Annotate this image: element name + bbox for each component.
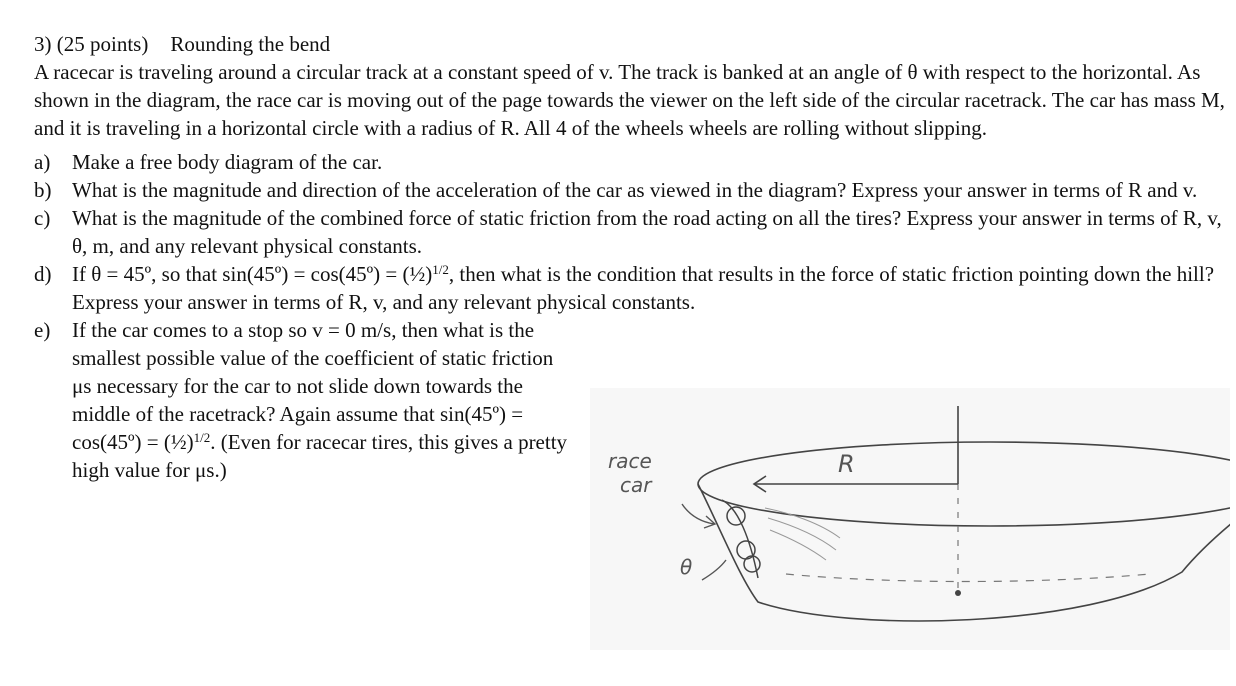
part-label: a) bbox=[34, 150, 51, 174]
part-a bbox=[34, 148, 1230, 176]
angle-label: θ bbox=[680, 555, 693, 579]
part-text-after: . (Even for racecar tires, this gives a pretty high value for μs.) bbox=[72, 430, 568, 482]
part-d bbox=[34, 260, 1230, 316]
part-text-after: , then what is the condition that results in the force of static friction pointing down the hill? Express your answer in terms of R, v, and any relevant physical constants. bbox=[72, 262, 1215, 314]
part-c bbox=[34, 204, 1230, 260]
part-text: Make a free body diagram of the car. bbox=[72, 150, 383, 174]
problem-heading bbox=[34, 30, 1230, 58]
car-label-line2: car bbox=[620, 473, 652, 497]
part-e bbox=[34, 316, 572, 484]
car-label-line1: race bbox=[608, 449, 652, 473]
part-label: b) bbox=[34, 178, 52, 202]
exponent: 1/2 bbox=[193, 430, 211, 445]
part-text: What is the magnitude of the combined force of static friction from the road acting on all the tires? Express your answer in terms of R, v, θ, m, and any relevant physical constants. bbox=[72, 206, 1222, 258]
part-label: d) bbox=[34, 262, 52, 286]
part-label: e) bbox=[34, 318, 51, 342]
problem-title: Rounding the bend bbox=[170, 32, 331, 56]
part-text-before: If θ = 45º, so that sin(45º) = cos(45º) = (½) bbox=[72, 262, 433, 286]
exponent: 1/2 bbox=[432, 262, 449, 277]
racetrack-diagram bbox=[590, 388, 1230, 650]
part-text-before: If the car comes to a stop so v = 0 m/s, then what is the smallest possible value of the coefficient of static friction μs necessary for the car to not slide down towards the middle of the racetrack? Again assume that sin(45º) = cos(45º) = (½) bbox=[72, 318, 554, 454]
diagram-background bbox=[590, 388, 1230, 650]
part-b bbox=[34, 176, 1230, 204]
problem-intro: A racecar is traveling around a circular track at a constant speed of v. The track is banked at an angle of θ with respect to the horizontal. As shown in the diagram, the race car is moving out of the page towards the viewer on the left side of the circular racetrack. The car has mass M, and it is traveling in a horizontal circle with a radius of R. All 4 of the wheels wheels are rolling without slipping. bbox=[34, 60, 1225, 140]
radius-label: R bbox=[838, 450, 855, 478]
problem-number: 3) (25 points) bbox=[34, 32, 149, 56]
center-point bbox=[955, 590, 961, 596]
part-text: What is the magnitude and direction of the acceleration of the car as viewed in the diagram? Express your answer in terms of R and v. bbox=[72, 178, 1198, 202]
part-label: c) bbox=[34, 206, 51, 230]
